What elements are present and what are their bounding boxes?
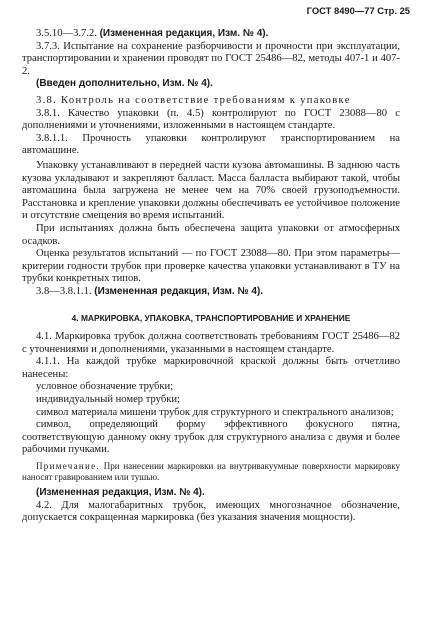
list-item: символ материала мишени трубок для структурного и спектрального анализов; xyxy=(36,406,394,418)
list-item: условное обозначение трубки; xyxy=(36,381,174,393)
paragraph-4-1-1: 4.1.1. На каждой трубке маркировочной краской должны быть отчетливо нанесены: xyxy=(22,356,400,380)
paragraph-results-evaluation: Оценка результатов испытаний — по ГОСТ 23088—80. При этом параметры—критерии годности трубок при проверке качества упаковки устанавливают в ТУ на трубки конкретных типов. xyxy=(22,248,400,285)
list-item: символ, определяющий форму эффективного фокусного пятна, соответствующую данному окну трубок для структурного анализа с двумя и более рабочими пучками. xyxy=(22,419,400,456)
amendment-note: (Измененная редакция, Изм. № 4). xyxy=(36,487,205,498)
paragraph-3-7-3: 3.7.3. Испытание на сохранение разборчивости и прочности при эксплуатации, транспортировании и хранении проводят по ГОСТ 25486—82, методы 407-1 и 407-2. xyxy=(22,40,400,77)
list-item: индивидуальный номер трубки; xyxy=(36,394,180,406)
paragraph-packaging-placement: Упаковку устанавливают в передней части кузова автомашины. В заднюю часть кузова укладывают и закрепляют балласт. Масса балласта выбирают такой, чтобы автомашина была загружена не менее чем на 70% своей грузоподъемности. Расстановка и крепление упаковки должны обеспечивать ее устойчивое положение и отсутствие смещения во время испытаний. xyxy=(22,159,400,222)
paragraph-3-8: 3.8. Контроль на соответствие требованиям к упаковке xyxy=(36,94,351,106)
paragraph-precipitation-protection: При испытаниях должна быть обеспечена защита упаковки от атмосферных осадков. xyxy=(22,222,400,247)
note-text: При нанесении маркировки на внутривакуумные поверхности маркировку наносят гравированием или тушью. xyxy=(22,461,400,482)
note xyxy=(22,461,400,483)
section-title: 4. МАРКИРОВКА, УПАКОВКА, ТРАНСПОРТИРОВАНИЕ И ХРАНЕНИЕ xyxy=(71,313,351,324)
clause-number: 3.5.10—3.7.2. xyxy=(36,28,97,39)
paragraph-4-1: 4.1. Маркировка трубок должна соответствовать требованиям ГОСТ 25486—82 с уточнениями и дополнениями, указанными в настоящем стандарте. xyxy=(22,331,400,355)
document-body xyxy=(22,28,400,525)
amendment-note: (Измененная редакция, Изм. № 4). xyxy=(94,285,264,297)
page-header: ГОСТ 8490—77 Стр. 25 xyxy=(306,5,410,16)
amendment-note: (Измененная редакция, Изм. № 4). xyxy=(99,28,269,39)
note-label: Примечание. xyxy=(36,461,100,471)
clause-number: 3.8—3.8.1.1. xyxy=(36,285,92,297)
paragraph-3-8-range xyxy=(22,286,400,299)
paragraph-3-5-10 xyxy=(22,28,400,41)
addition-note: (Введен дополнительно, Изм. № 4). xyxy=(36,78,213,90)
paragraph-4-2: 4.2. Для малогабаритных трубок, имеющих многозначное обозначение, допускается сокращенная маркировка (без указания значения мощности). xyxy=(22,499,400,524)
paragraph-3-8-1: 3.8.1. Качество упаковки (п. 4.5) контролируют по ГОСТ 23088—80 с дополнениями и уточнениями, изложенными в настоящем стандарте. xyxy=(22,107,400,132)
paragraph-3-8-1-1: 3.8.1.1. Прочность упаковки контролируют транспортированием на автомашине. xyxy=(22,132,400,157)
